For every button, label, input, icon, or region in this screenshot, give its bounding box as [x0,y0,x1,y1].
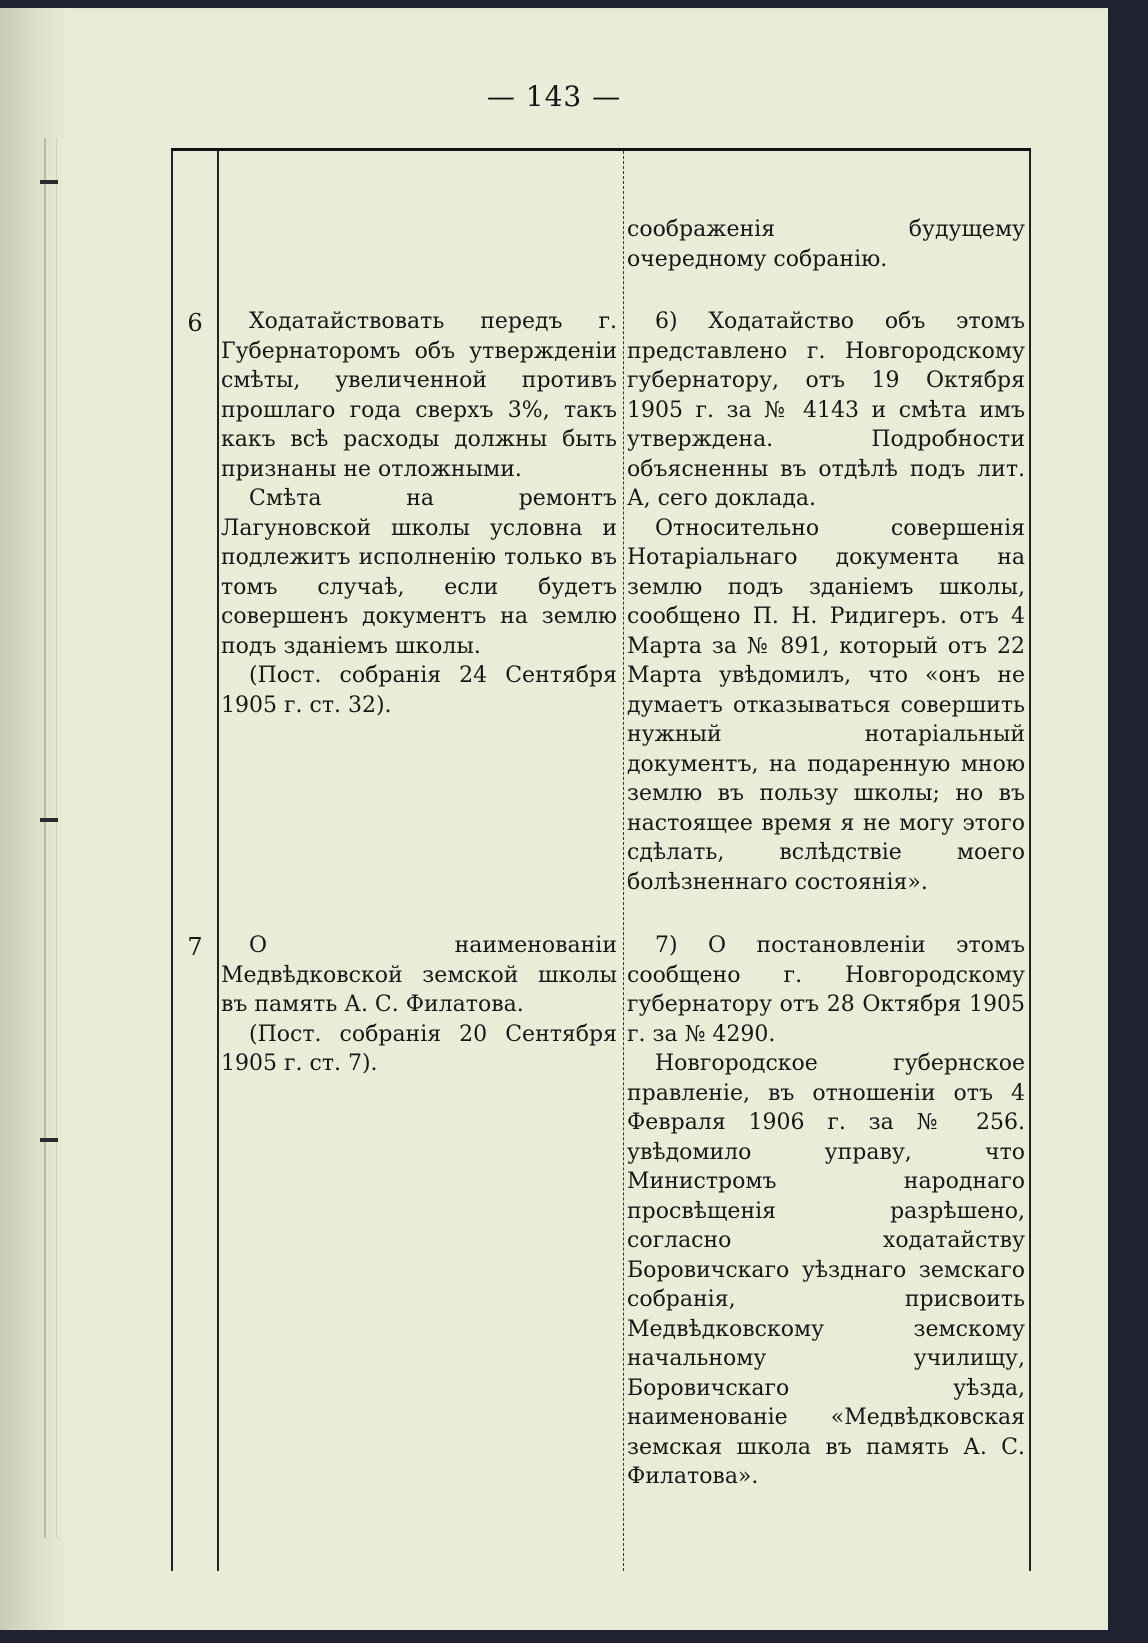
table-divider-number [217,151,219,1571]
resolution-paragraph: Смѣта на ремонтъ Лагуновской школы условна и подлежитъ исполненію только въ томъ случаѣ, если будетъ совершенъ документъ на землю подъ зданіемъ школы. [221,486,617,659]
resolution-paragraph: О наименованіи Медвѣдковской земской школы въ память А. С. Филатова. [221,933,617,1017]
proceedings-table [171,148,1031,1571]
row-7-number: 7 [187,933,203,961]
resolution-paragraph: (Пост. собранія 20 Сентября 1905 г. ст. 7). [221,1021,617,1076]
table-divider-middle [623,151,624,1571]
table-border-left [171,151,173,1571]
execution-paragraph: 6) Ходатайство объ этомъ представлено г. Новгородскому губернатору, отъ 19 Октября 1905 г. за № 4143 и смѣта имъ утверждена. Подробности объясненны въ отдѣлѣ подъ лит. А, сего доклада. [627,309,1025,511]
row-6-resolution [221,307,617,720]
resolution-paragraph: Ходатайствовать передъ г. Губернаторомъ объ утвержденіи смѣты, увеличенной противъ прошлаго года сверхъ 3%, такъ какъ всѣ расходы должны быть признаны не отложными. [221,309,617,482]
execution-paragraph: Новгородское губернское правленіе, въ отношеніи отъ 4 Февраля 1906 г. за № 256. увѣдомило управу, что Министромъ народнаго просвѣщенія разрѣшено, согласно ходатайству Боровичскаго уѣзднаго земскаго собранія, присвоить Медвѣдковскому земскому начальному училищу, Боровичскаго уѣзда, наименованіе «Медвѣдковская земская школа въ память А. С. Филатова». [627,1051,1025,1489]
binding-thread [44,138,57,1538]
binding-stitch [40,818,58,822]
binding-stitch [40,180,58,184]
table-border-right [1029,151,1031,1571]
row-0-execution [627,215,1025,274]
row-6-number: 6 [187,309,203,337]
resolution-paragraph: (Пост. собранія 24 Сентября 1905 г. ст. 32). [221,663,617,718]
binding-stitch [40,1138,58,1142]
page [0,8,1108,1630]
execution-paragraph: Относительно совершенія Нотаріальнаго документа на землю подъ зданіемъ школы, сообщено П. Н. Ридигеръ. отъ 4 Марта за № 891, который отъ 22 Марта увѣдомилъ, что «онъ не думаетъ отказываться совершить нужный нотаріальный документъ, на подаренную мною землю въ пользу школы; но въ настоящее время я не могу этого сдѣлать, вслѣдствіе моего болѣзненнаго состоянія». [627,515,1025,895]
page-number: — 143 — [486,80,622,113]
row-6-execution [627,307,1025,897]
book-gutter [0,8,70,1630]
row-7-resolution [221,931,617,1079]
row-7-execution [627,931,1025,1492]
execution-paragraph: 7) О постановленіи этомъ сообщено г. Новгородскому губернатору отъ 28 Октября 1905 г. за № 4290. [627,933,1025,1047]
execution-paragraph: соображенія будущему очередному собранію. [627,217,1025,272]
